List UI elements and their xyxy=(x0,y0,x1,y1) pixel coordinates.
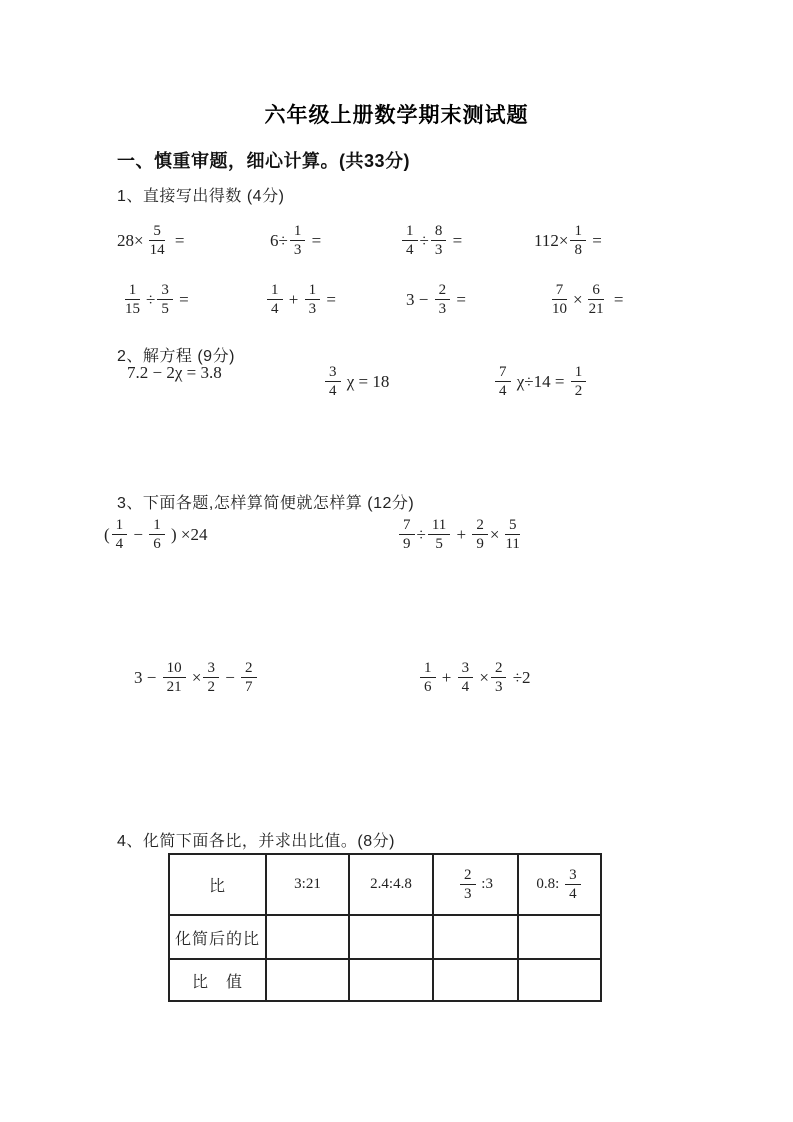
math-problem-q1-1 xyxy=(117,222,184,259)
math-text: 3 − xyxy=(406,289,433,309)
table-row xyxy=(169,854,601,915)
math-text: 0.8: xyxy=(536,876,564,892)
math-text: × xyxy=(573,289,583,309)
simplify-expression-1 xyxy=(104,516,208,553)
math-text: − xyxy=(220,667,240,687)
fraction: $\frac{1}{2}$ xyxy=(571,363,587,400)
math-problem-q1-7 xyxy=(406,281,466,318)
fraction: $\frac{1}{6}$ xyxy=(149,516,165,553)
math-text: = xyxy=(170,230,185,250)
table-cell-empty xyxy=(518,959,601,1001)
section-1-heading: 一、慎重审题，细心计算。(共33分) xyxy=(117,151,411,171)
math-text: :3 xyxy=(477,876,493,892)
fraction: $\frac{1}{8}$ xyxy=(570,222,586,259)
math-text: = xyxy=(448,230,463,250)
math-problem-q1-3 xyxy=(400,222,462,259)
fraction: $\frac{3}{4}$ xyxy=(565,866,581,903)
fraction: $\frac{6}{21}$ xyxy=(588,282,604,317)
math-text: 112× xyxy=(534,230,569,250)
math-text: 7.2 − 2χ = 3.8 xyxy=(127,363,222,382)
math-text: χ = 18 xyxy=(342,371,390,391)
fraction: $\frac{1}{6}$ xyxy=(420,659,436,696)
math-text: = xyxy=(609,289,624,309)
table-cell-ratio-2 xyxy=(350,876,432,893)
fraction: $\frac{3}{5}$ xyxy=(157,281,173,318)
math-text: = xyxy=(452,289,466,309)
table-label-simplified-ratio: 化简后的比 xyxy=(174,930,260,948)
math-text: 3 − xyxy=(134,667,161,687)
math-text: ( xyxy=(104,524,110,544)
fraction: $\frac{2}{3}$ xyxy=(491,659,507,696)
question-4-label: 4、化简下面各比，并求出比值。(8分) xyxy=(117,833,395,850)
fraction: $\frac{1}{4}$ xyxy=(402,222,418,259)
fraction: $\frac{3}{4}$ xyxy=(325,363,341,400)
question-3-label: 3、下面各题,怎样算简便就怎样算 (12分) xyxy=(117,495,415,512)
math-text: 28× xyxy=(117,230,144,250)
math-text: = xyxy=(174,289,189,309)
table-cell-empty xyxy=(433,959,518,1001)
math-text: ÷2 xyxy=(508,667,531,687)
math-text: × xyxy=(187,667,202,687)
math-problem-q1-5 xyxy=(119,281,189,318)
table-cell-ratio-1 xyxy=(267,876,348,893)
fraction: $\frac{7}{4}$ xyxy=(495,363,511,400)
math-text: ÷ xyxy=(419,230,429,250)
fraction: $\frac{2}{9}$ xyxy=(472,516,488,553)
math-text: + xyxy=(452,524,471,544)
math-problem-q1-4 xyxy=(534,222,602,259)
fraction: $\frac{5}{11}$ xyxy=(505,517,520,552)
fraction: $\frac{8}{3}$ xyxy=(431,222,447,259)
table-label-ratio: 比 xyxy=(208,878,226,895)
math-text: × xyxy=(475,667,489,687)
fraction: $\frac{1}{3}$ xyxy=(305,281,321,318)
equation-3 xyxy=(493,363,588,400)
simplify-expression-4 xyxy=(418,659,531,696)
fraction: $\frac{10}{21}$ xyxy=(163,659,186,696)
table-cell-empty xyxy=(518,915,601,959)
fraction: $\frac{7}{10}$ xyxy=(552,282,567,317)
table-row xyxy=(169,915,601,959)
table-cell-empty xyxy=(266,915,349,959)
math-problem-q1-8 xyxy=(546,281,623,318)
table-label-ratio-value: 比 值 xyxy=(191,973,243,991)
fraction: $\frac{1}{4}$ xyxy=(267,281,283,318)
math-text: ÷ xyxy=(416,524,426,544)
fraction: $\frac{2}{7}$ xyxy=(241,659,257,696)
math-text: + xyxy=(284,289,303,309)
table-cell-empty xyxy=(349,959,433,1001)
math-text: ÷ xyxy=(146,289,156,309)
math-text: ) ×24 xyxy=(166,524,208,544)
table-cell-empty xyxy=(433,915,518,959)
page-title: 六年级上册数学期末测试题 xyxy=(264,104,529,127)
simplify-expression-3 xyxy=(134,659,259,696)
table-cell-ratio-3 xyxy=(434,866,517,903)
math-text: + xyxy=(437,667,456,687)
question-2-label: 2、解方程 (9分) xyxy=(117,348,235,365)
math-text: χ÷14 = xyxy=(512,371,569,391)
math-problem-q1-6 xyxy=(265,281,336,318)
question-1-label: 1、直接写出得数 (4分) xyxy=(117,188,285,205)
fraction: $\frac{7}{9}$ xyxy=(399,516,415,553)
equation-2 xyxy=(323,363,389,400)
fraction: $\frac{5}{14}$ xyxy=(149,223,165,258)
math-text: × xyxy=(489,524,500,544)
fraction: $\frac{3}{4}$ xyxy=(458,659,474,696)
fraction: $\frac{3}{2}$ xyxy=(203,659,219,696)
math-text: 6÷ xyxy=(270,230,288,250)
equation-1 xyxy=(127,363,222,383)
math-text: = xyxy=(587,230,602,250)
fraction: $\frac{2}{3}$ xyxy=(460,866,476,903)
table-cell-empty xyxy=(349,915,433,959)
fraction: $\frac{2}{3}$ xyxy=(435,281,451,318)
fraction: $\frac{1}{4}$ xyxy=(112,516,128,553)
math-text: = xyxy=(307,230,322,250)
math-text: = xyxy=(322,289,336,309)
table-cell-empty xyxy=(266,959,349,1001)
simplify-expression-2 xyxy=(397,516,526,553)
ratio-table xyxy=(168,853,602,1002)
fraction: $\frac{11}{5}$ xyxy=(428,516,450,553)
math-text: − xyxy=(129,524,148,544)
table-cell-ratio-4 xyxy=(519,866,600,903)
math-text: 2.4:4.8 xyxy=(370,876,412,892)
fraction: $\frac{1}{15}$ xyxy=(125,282,140,317)
math-text: 3:21 xyxy=(294,876,321,892)
table-row xyxy=(169,959,601,1001)
math-problem-q1-2 xyxy=(270,222,321,259)
fraction: $\frac{1}{3}$ xyxy=(290,222,306,259)
